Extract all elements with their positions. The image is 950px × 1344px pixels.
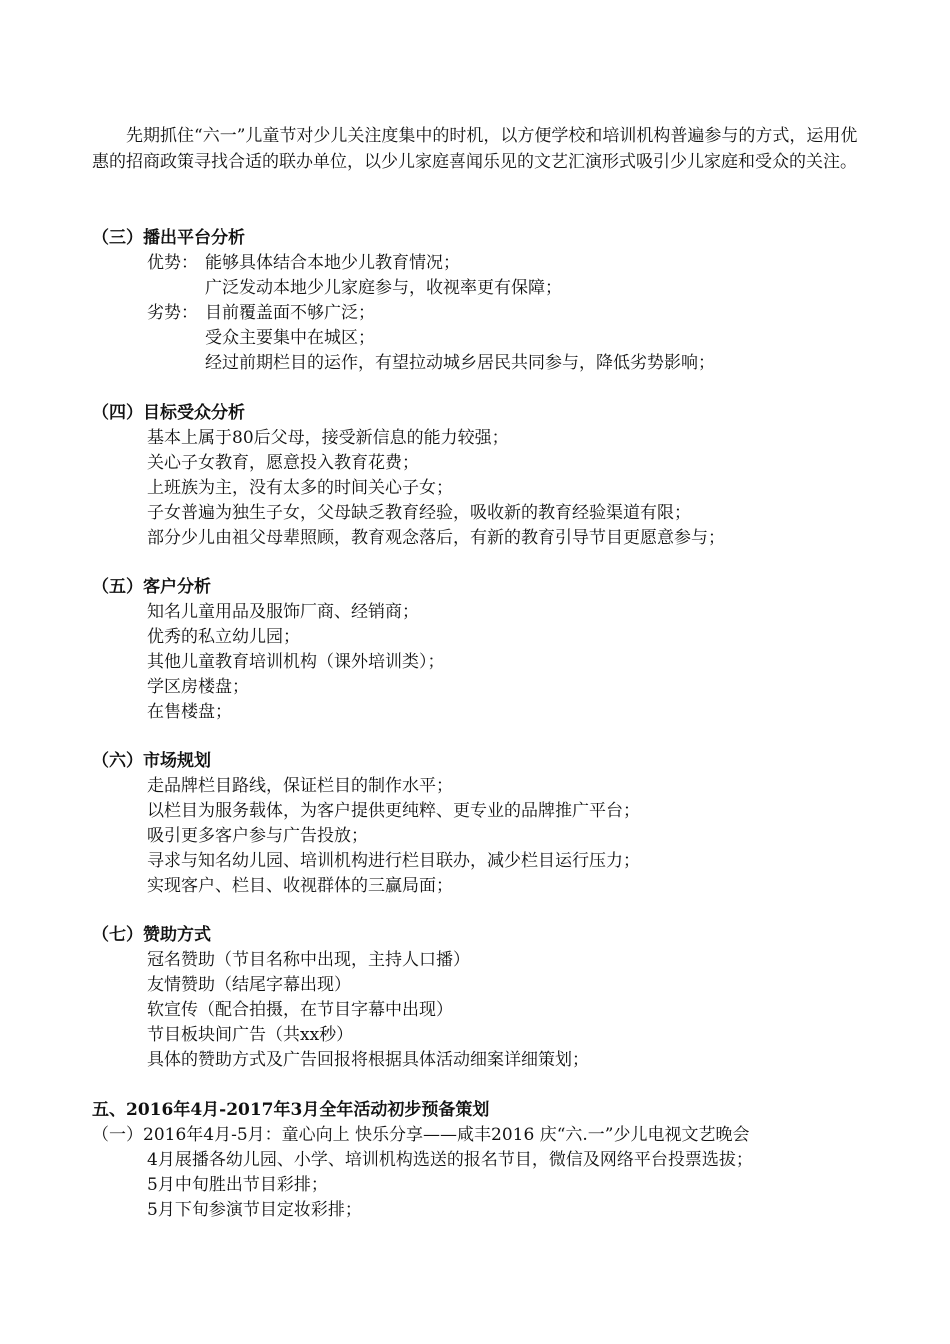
list-item: 具体的赞助方式及广告回报将根据具体活动细案详细策划； xyxy=(147,1050,589,1070)
advantage-label: 优势： xyxy=(147,253,198,273)
list-item: 吸引更多客户参与广告投放； xyxy=(147,826,368,846)
section-heading-audience: （四）目标受众分析 xyxy=(92,403,245,423)
list-item: 部分少儿由祖父母辈照顾，教育观念落后，有新的教育引导节目更愿意参与； xyxy=(147,528,725,548)
list-item: 4月展播各幼儿园、小学、培训机构选送的报名节目，微信及网络平台投票选拔； xyxy=(147,1150,753,1170)
list-item: 5月中旬胜出节目彩排； xyxy=(147,1175,328,1195)
section-heading-clients: （五）客户分析 xyxy=(92,577,211,597)
list-item: 5月下旬参演节目定妆彩排； xyxy=(147,1200,362,1220)
list-item: 以栏目为服务载体，为客户提供更纯粹、更专业的品牌推广平台； xyxy=(147,801,640,821)
list-item: 上班族为主，没有太多的时间关心子女； xyxy=(147,478,453,498)
disadvantage-line: 经过前期栏目的运作，有望拉动城乡居民共同参与，降低劣势影响； xyxy=(205,353,715,373)
list-item: 基本上属于80后父母，接受新信息的能力较强； xyxy=(147,428,509,448)
list-item: 在售楼盘； xyxy=(147,702,232,722)
advantage-line: 广泛发动本地少儿家庭参与，收视率更有保障； xyxy=(205,278,562,298)
disadvantage-label: 劣势： xyxy=(147,303,198,323)
section-heading-sponsor: （七）赞助方式 xyxy=(92,925,211,945)
section-heading-plan: 五、2016年4月-2017年3月全年活动初步预备策划 xyxy=(92,1100,490,1120)
list-item: 节目板块间广告（共xx秒） xyxy=(147,1025,354,1045)
section-heading-platform: （三）播出平台分析 xyxy=(92,228,245,248)
list-item: 其他儿童教育培训机构（课外培训类）； xyxy=(147,652,445,672)
disadvantage-line: 目前覆盖面不够广泛； xyxy=(205,303,375,323)
list-item: 子女普遍为独生子女，父母缺乏教育经验，吸收新的教育经验渠道有限； xyxy=(147,503,691,523)
list-item: 友情赞助（结尾字幕出现） xyxy=(147,975,351,995)
list-item: 优秀的私立幼儿园； xyxy=(147,627,300,647)
advantage-line: 能够具体结合本地少儿教育情况； xyxy=(205,253,460,273)
section-heading-market: （六）市场规划 xyxy=(92,751,211,771)
list-item: 软宣传（配合拍摄，在节目字幕中出现） xyxy=(147,1000,453,1020)
plan-sub-heading: （一）2016年4月-5月：童心向上 快乐分享——咸丰2016 庆“六.一”少儿电视文艺晚会 xyxy=(92,1125,750,1145)
intro-paragraph: 先期抓住“六一”儿童节对少儿关注度集中的时机，以方便学校和培训机构普遍参与的方式，运用优惠的招商政策寻找合适的联办单位，以少儿家庭喜闻乐见的文艺汇演形式吸引少儿家庭和受众的关注。 xyxy=(92,126,858,172)
list-item: 知名儿童用品及服饰厂商、经销商； xyxy=(147,602,419,622)
list-item: 寻求与知名幼儿园、培训机构进行栏目联办，减少栏目运行压力； xyxy=(147,851,640,871)
list-item: 学区房楼盘； xyxy=(147,677,249,697)
list-item: 冠名赞助（节目名称中出现，主持人口播） xyxy=(147,950,470,970)
list-item: 关心子女教育，愿意投入教育花费； xyxy=(147,453,419,473)
disadvantage-line: 受众主要集中在城区； xyxy=(205,328,375,348)
list-item: 走品牌栏目路线，保证栏目的制作水平； xyxy=(147,776,453,796)
list-item: 实现客户、栏目、收视群体的三赢局面； xyxy=(147,876,453,896)
